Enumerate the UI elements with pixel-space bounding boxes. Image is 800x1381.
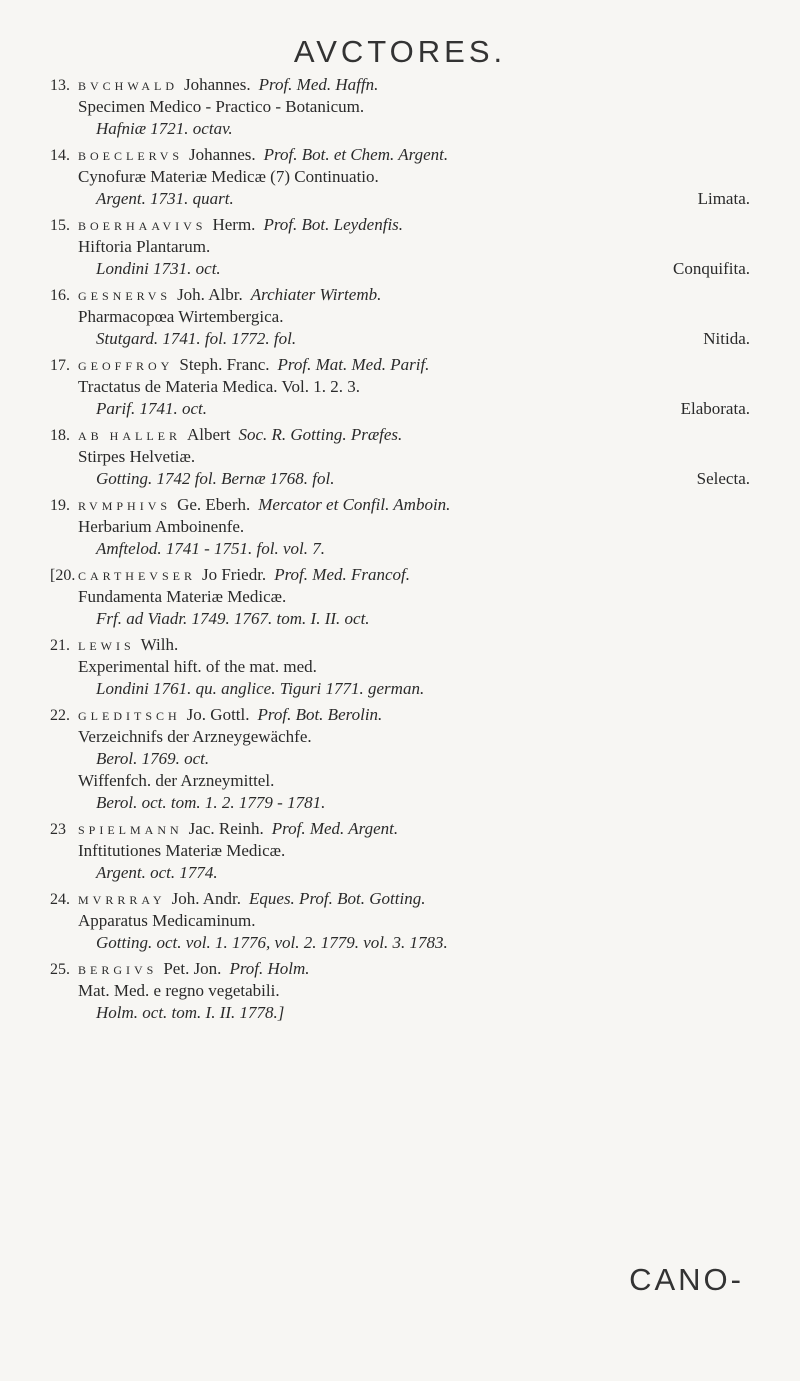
entry-23 — [50, 818, 750, 884]
entry-number: 19. — [50, 497, 70, 514]
entry-remark: Elaborata. — [680, 399, 750, 418]
entry-role: Prof. Bot. Berolin. — [257, 705, 383, 724]
entry-imprint: Hafniæ 1721. octav. — [96, 119, 233, 138]
entry-number: 18. — [50, 427, 70, 444]
entry-21 — [50, 634, 750, 700]
entry-given-name: Johannes. — [184, 75, 251, 94]
entry-given-name: Herm. — [212, 215, 256, 234]
entry-author: CARTHEVSER — [78, 569, 196, 583]
entry-author: BERGIVS — [78, 963, 158, 977]
entry-imprint: Gotting. 1742 fol. Bernæ 1768. fol. — [96, 469, 335, 488]
entry-24 — [50, 888, 750, 954]
entry-given-name: Jo Friedr. — [201, 565, 267, 584]
entry-17 — [50, 354, 750, 420]
entry-title: Stirpes Helvetiæ. — [78, 447, 196, 466]
entry-title: Tractatus de Materia Medica. Vol. 1. 2. 3. — [78, 377, 361, 396]
entry-role: Prof. Bot. et Chem. Argent. — [263, 145, 449, 164]
entry-number: 14. — [50, 147, 70, 164]
entry-title: Experimental hift. of the mat. med. — [78, 657, 317, 676]
entry-remark: Limata. — [697, 189, 750, 208]
entry-author: MVRRRAY — [78, 893, 166, 907]
entry-given-name: Albert — [187, 425, 231, 444]
entry-author: BOERHAAVIVS — [78, 219, 207, 233]
entry-author: GEOFFROY — [78, 359, 174, 373]
entry-22 — [50, 704, 750, 814]
entry-remark: Nitida. — [703, 329, 750, 348]
entry-given-name: Johannes. — [189, 145, 256, 164]
entry-given-name: Wilh. — [140, 635, 179, 654]
entry-remark: Selecta. — [696, 469, 750, 488]
entry-author: RVMPHIVS — [78, 499, 172, 513]
entry-title: Fundamenta Materiæ Medicæ. — [78, 587, 287, 606]
entry-given-name: Joh. Andr. — [171, 889, 242, 908]
entry-imprint: Parif. 1741. oct. — [96, 399, 207, 418]
entry-given-name: Joh. Albr. — [177, 285, 243, 304]
entry-number: 17. — [50, 357, 70, 374]
entry-15 — [50, 214, 750, 280]
catchword: CANO- — [629, 1262, 744, 1297]
entry-imprint: Argent. 1731. quart. — [96, 189, 234, 208]
entry-author: BVCHWALD — [78, 79, 178, 93]
entry-number: 25. — [50, 961, 70, 978]
entry-imprint: Berol. 1769. oct. — [96, 749, 210, 768]
entry-given-name: Steph. Franc. — [179, 355, 270, 374]
entry-imprint: Stutgard. 1741. fol. 1772. fol. — [96, 329, 297, 348]
entry-title: Specimen Medico - Practico - Botanicum. — [78, 97, 365, 116]
entry-role: Archiater Wirtemb. — [250, 285, 382, 304]
entry-imprint: Argent. oct. 1774. — [96, 863, 218, 882]
entry-imprint: Gotting. oct. vol. 1. 1776, vol. 2. 1779. vol. 3. 1783. — [96, 933, 448, 952]
entry-remark: Conquifita. — [673, 259, 750, 278]
entry-number: 21. — [50, 637, 70, 654]
entry-author: AB HALLER — [78, 429, 181, 443]
entry-imprint: Amftelod. 1741 - 1751. fol. vol. 7. — [96, 539, 326, 558]
entry-14 — [50, 144, 750, 210]
entry-25 — [50, 958, 750, 1024]
entry-19 — [50, 494, 750, 560]
entry-number: 16. — [50, 287, 70, 304]
page-header: AVCTORES. — [293, 34, 507, 69]
entry-16 — [50, 284, 750, 350]
entry-role: Prof. Bot. Leydenfis. — [263, 215, 404, 234]
entry-author: GLEDITSCH — [78, 709, 181, 723]
entry-number: 22. — [50, 707, 70, 724]
entry-role: Prof. Med. Haffn. — [258, 75, 379, 94]
entry-imprint: Londini 1761. qu. anglice. Tiguri 1771. german. — [96, 679, 425, 698]
entry-imprint: Holm. oct. tom. I. II. 1778.] — [96, 1003, 285, 1022]
entry-20 — [50, 564, 750, 630]
entry-author: BOECLERVS — [78, 149, 184, 163]
entry-title: Mat. Med. e regno vegetabili. — [78, 981, 280, 1000]
entry-given-name: Pet. Jon. — [163, 959, 222, 978]
entry-title: Cynofuræ Materiæ Medicæ (7) Continuatio. — [78, 167, 379, 186]
entry-title: Herbarium Amboinenfe. — [78, 517, 245, 536]
entry-number: 13. — [50, 77, 70, 94]
entry-role: Prof. Holm. — [229, 959, 310, 978]
entry-number: 15. — [50, 217, 70, 234]
entry-role: Soc. R. Gotting. Præfes. — [238, 425, 403, 444]
entry-role: Prof. Mat. Med. Parif. — [277, 355, 430, 374]
entry-role: Eques. Prof. Bot. Gotting. — [249, 889, 426, 908]
entry-author: LEWIS — [78, 639, 135, 653]
entry-imprint: Londini 1731. oct. — [96, 259, 221, 278]
entry-title: Apparatus Medicaminum. — [78, 911, 256, 930]
entry-role: Prof. Med. Francof. — [274, 565, 411, 584]
entry-18 — [50, 424, 750, 490]
entry-author: SPIELMANN — [78, 823, 183, 837]
entry-number: 24. — [50, 891, 70, 908]
entry-13 — [50, 74, 750, 140]
entry-title: Pharmacopœa Wirtembergica. — [78, 307, 284, 326]
entry-given-name: Ge. Eberh. — [177, 495, 251, 514]
entry-imprint: Frf. ad Viadr. 1749. 1767. tom. I. II. oct. — [96, 609, 370, 628]
entry-author: GESNERVS — [78, 289, 172, 303]
entry-title: Hiftoria Plantarum. — [78, 237, 211, 256]
entry-title: Verzeichnifs der Arzneygewächfe. — [78, 727, 312, 746]
entry-given-name: Jo. Gottl. — [186, 705, 250, 724]
entry-title-2: Wiffenfch. der Arzneymittel. — [78, 771, 275, 790]
entry-given-name: Jac. Reinh. — [188, 819, 264, 838]
entry-title: Inftitutiones Materiæ Medicæ. — [78, 841, 286, 860]
entry-role: Mercator et Confil. Amboin. — [258, 495, 451, 514]
entry-imprint-2: Berol. oct. tom. 1. 2. 1779 - 1781. — [96, 793, 326, 812]
entry-number: [20. — [50, 567, 76, 584]
entry-number: 23 — [50, 821, 66, 838]
entry-role: Prof. Med. Argent. — [271, 819, 399, 838]
